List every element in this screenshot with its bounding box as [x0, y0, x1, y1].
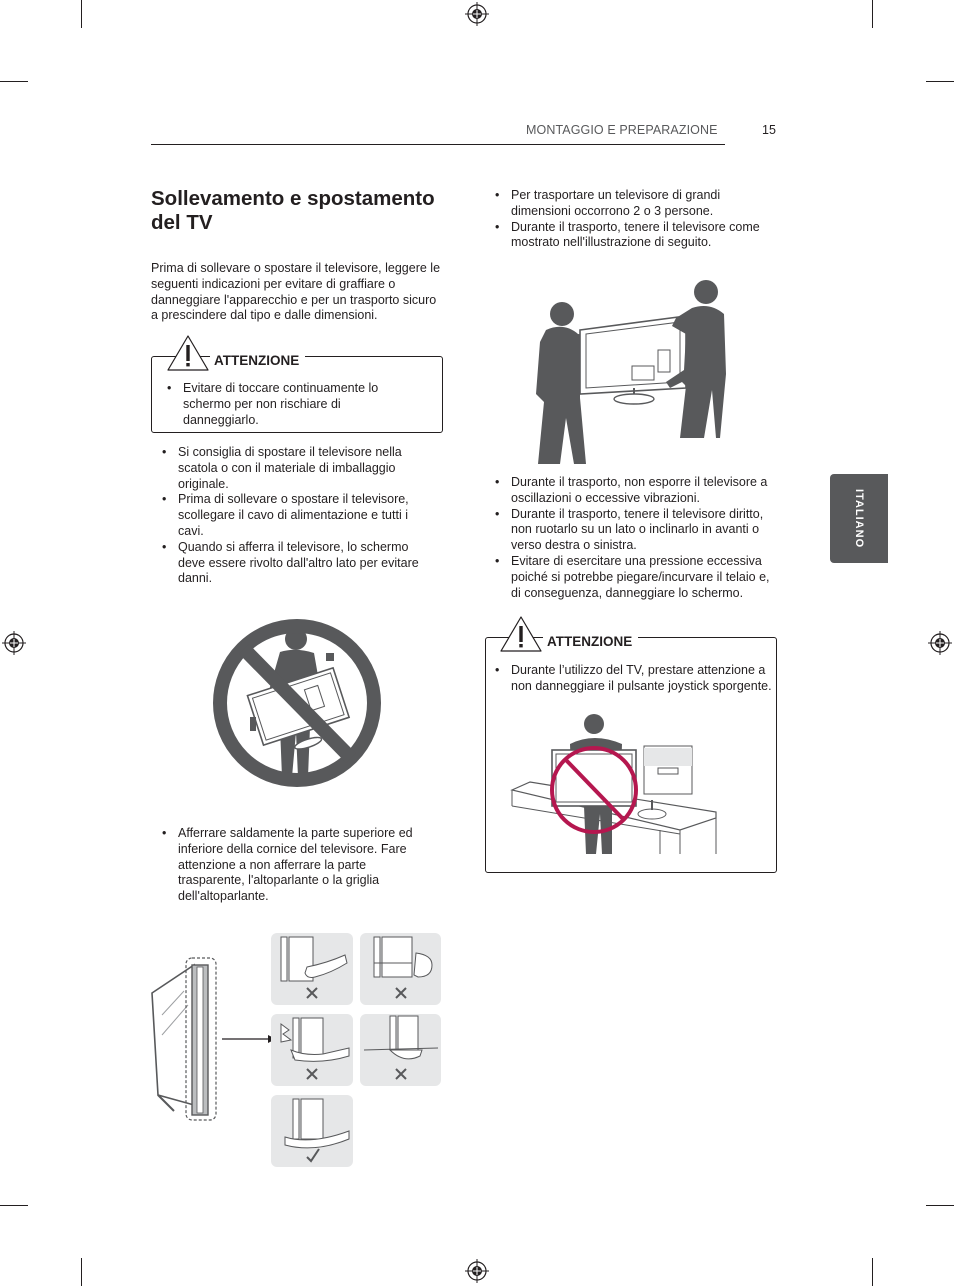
bullet-list-transport — [495, 475, 777, 601]
list-item: • Durante il trasporto, tenere il televisore diritto, non ruotarlo su un lato o inclinarlo in avanti o verso destra o sinistra. — [495, 507, 777, 554]
intro-paragraph: Prima di sollevare o spostare il televisore, leggere le seguenti indicazioni per evitare di graffiare o danneggiare l'apparecchio e per un trasporto sicuro a prescindere dal tipo e dalle dimensioni. — [151, 261, 441, 323]
bullet-list — [495, 188, 777, 251]
grip-incorrect-illustration — [271, 933, 353, 1005]
crop-mark — [872, 0, 873, 28]
list-item: • Evitare di esercitare una pressione eccessiva poiché si potrebbe piegare/incurvare il telaio e, di conseguenza, danneggiare lo schermo. — [495, 554, 777, 601]
section-title: Sollevamento e spostamento del TV — [151, 187, 435, 234]
warning-list — [167, 381, 385, 428]
list-item: • Durante il trasporto, tenere il televisore come mostrato nell'illustrazione di seguito. — [495, 220, 777, 252]
list-item: • Prima di sollevare o spostare il televisore, scollegare il cavo di alimentazione e tutti i cavi. — [162, 492, 428, 539]
grip-incorrect-illustration — [360, 1014, 441, 1086]
joystick-caution-illustration — [510, 714, 718, 856]
bullet-list — [162, 445, 428, 587]
language-tab-label: ITALIANO — [853, 488, 865, 549]
grip-incorrect-illustration — [360, 933, 441, 1005]
tv-frame-side-illustration — [148, 955, 278, 1123]
list-item: • Per trasportare un televisore di grandi dimensioni occorrono 2 o 3 persone. — [495, 188, 777, 220]
warning-triangle-icon — [166, 334, 210, 372]
crop-mark — [81, 1258, 82, 1286]
page-number: 15 — [762, 123, 776, 137]
list-item: • Afferrare saldamente la parte superiore ed inferiore della cornice del televisore. Fare attenzione a non afferrare la parte trasparente, l'altoparlante o la griglia dell'altoparlante. — [162, 826, 420, 905]
header-section-title: MONTAGGIO E PREPARAZIONE — [526, 123, 718, 137]
prohibited-single-person-carry-illustration — [210, 617, 384, 789]
list-item: • Si consiglia di spostare il televisore nella scatola o con il materiale di imballaggio originale. — [162, 445, 428, 492]
crop-mark — [926, 1205, 954, 1206]
warning-list — [495, 663, 773, 695]
registration-mark-icon — [928, 631, 952, 655]
list-item: • Durante il trasporto, non esporre il televisore a oscillazioni o eccessive vibrazioni. — [495, 475, 777, 507]
warning-triangle-icon — [499, 615, 543, 653]
crop-mark — [872, 1258, 873, 1286]
bullet-list-grip — [162, 826, 420, 905]
warning-title: ATTENZIONE — [543, 634, 638, 649]
crop-mark — [81, 0, 82, 28]
crop-mark — [926, 81, 954, 82]
registration-mark-icon — [465, 2, 489, 26]
list-item: • Durante l’utilizzo del TV, prestare attenzione a non danneggiare il pulsante joystick sporgente. — [495, 663, 773, 695]
two-person-carry-illustration — [534, 278, 730, 464]
grip-incorrect-illustration — [271, 1014, 353, 1086]
warning-title: ATTENZIONE — [210, 353, 305, 368]
header-divider — [151, 144, 725, 145]
crop-mark — [0, 81, 28, 82]
crop-mark — [0, 1205, 28, 1206]
list-item: • Evitare di toccare continuamente lo schermo per non rischiare di danneggiarlo. — [167, 381, 385, 428]
list-item: • Quando si afferra il televisore, lo schermo deve essere rivolto dall'altro lato per evitare danni. — [162, 540, 428, 587]
grip-correct-illustration — [271, 1095, 353, 1167]
registration-mark-icon — [465, 1259, 489, 1283]
registration-mark-icon — [2, 631, 26, 655]
